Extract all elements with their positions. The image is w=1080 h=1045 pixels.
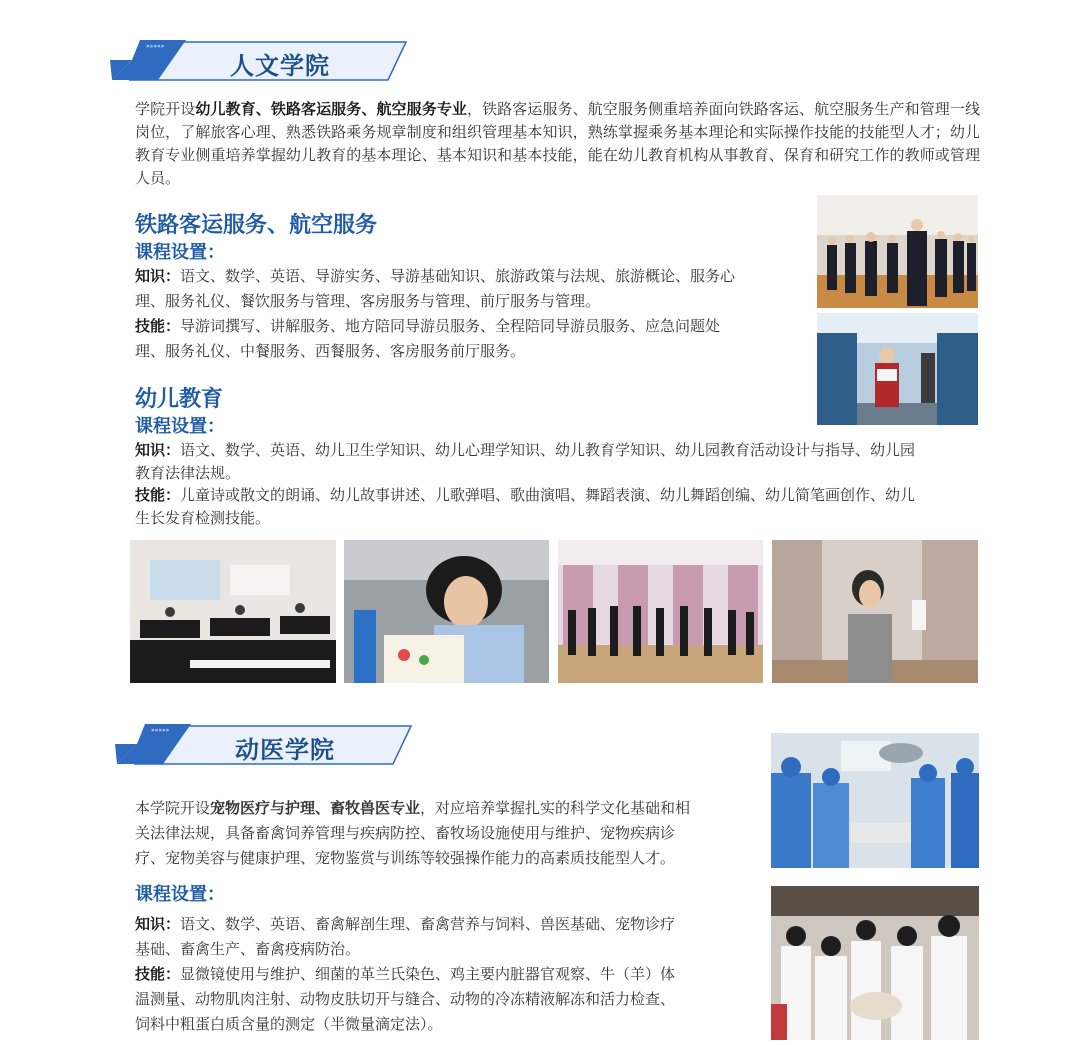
intro-text: 学院开设	[135, 100, 196, 118]
photo-piano-room	[130, 540, 336, 683]
photo-dance-class	[558, 540, 763, 683]
svg-text:»»»»»: »»»»»	[151, 727, 170, 734]
photo-vet-surgery	[771, 733, 979, 868]
photo-drawing-student	[344, 540, 549, 683]
skill-label: 技能：	[135, 317, 181, 335]
svg-text:»»»»»: »»»»»	[146, 43, 165, 50]
skill-line-vet-3: 饲料中粗蛋白质含量的测定（半微量滴定法）。	[135, 1015, 443, 1033]
vet-intro-line-3: 疗、宠物美容与健康护理、宠物鉴赏与训练等较强操作能力的高素质技能型人才。	[135, 849, 676, 867]
skill-label: 技能：	[135, 486, 181, 504]
intro-text: 本学院开设	[135, 799, 211, 817]
knowledge-line-preschool	[135, 438, 915, 462]
knowledge-label: 知识：	[135, 441, 181, 459]
section-banner-humanities	[110, 40, 410, 84]
knowledge-line-preschool-2: 教育法律法规。	[135, 464, 241, 482]
knowledge-text: 语文、数学、英语、畜禽解剖生理、畜禽营养与饲料、兽医基础、宠物诊疗	[180, 915, 676, 933]
course-heading: 课程设置：	[135, 242, 225, 263]
section-title: 人文学院	[230, 52, 330, 80]
skill-text: 儿童诗或散文的朗诵、幼儿故事讲述、儿歌弹唱、歌曲演唱、舞蹈表演、幼儿舞蹈创编、幼儿简笔画创作、幼儿	[180, 486, 916, 504]
knowledge-line-vet	[135, 912, 675, 936]
intro-text-rest: ，铁路客运服务、航空服务侧重培养面向铁路客运、航空服务生产和管理一线岗位，了解旅客心理、熟悉铁路乘务规章制度和组织管理基本知识，熟练掌握乘务基本理论和实际操作技能的技能型人才；幼儿教育专业侧重培养掌握幼儿教育的基本理论、基本知识和基本技能，能在幼儿教育机构从事教育、保育和研究工作的教师或管理人员。	[135, 100, 980, 187]
knowledge-label: 知识：	[135, 915, 181, 933]
skill-line-vet	[135, 962, 675, 986]
skill-line-2: 理、服务礼仪、中餐服务、西餐服务、客房服务前厅服务。	[135, 342, 526, 360]
section-banner-veterinary	[115, 724, 415, 768]
skill-line-vet-2: 温测量、动物肌肉注射、动物皮肤切开与缝合、动物的冷冻精液解冻和活力检查、	[135, 990, 676, 1008]
intro-text-rest: ，对应培养掌握扎实的科学文化基础和相	[420, 799, 691, 817]
vet-intro-line-1	[135, 796, 690, 820]
skill-label: 技能：	[135, 965, 181, 983]
skill-text: 导游词撰写、讲解服务、地方陪同导游员服务、全程陪同导游员服务、应急问题处	[180, 317, 721, 335]
knowledge-line	[135, 264, 735, 288]
major-title-preschool: 幼儿教育	[135, 387, 224, 412]
major-title-railway: 铁路客运服务、航空服务	[135, 213, 378, 238]
section-title: 动医学院	[235, 736, 335, 764]
photo-railway-students	[817, 195, 978, 308]
photo-vet-lab-class	[771, 886, 979, 1040]
photo-cabin-service	[817, 313, 978, 425]
knowledge-line-2: 理、服务礼仪、餐饮服务与管理、客房服务与管理、前厅服务与管理。	[135, 292, 601, 310]
knowledge-text: 语文、数学、英语、幼儿卫生学知识、幼儿心理学知识、幼儿教育学知识、幼儿园教育活动设计与指导、幼儿园	[180, 441, 916, 459]
photo-teacher-presenting	[772, 540, 978, 683]
knowledge-line-vet-2: 基础、畜禽生产、畜禽疫病防治。	[135, 940, 361, 958]
intro-majors: 幼儿教育、铁路客运服务、航空服务专业	[195, 100, 467, 118]
skill-line-preschool	[135, 483, 915, 507]
course-heading-2: 课程设置：	[135, 416, 225, 437]
skill-line-preschool-2: 生长发育检测技能。	[135, 509, 271, 527]
intro-majors: 宠物医疗与护理、畜牧兽医专业	[210, 799, 421, 817]
knowledge-text: 语文、数学、英语、导游实务、导游基础知识、旅游政策与法规、旅游概论、服务心	[180, 267, 736, 285]
skill-line	[135, 314, 720, 338]
vet-intro-line-2: 关法律法规，具备畜禽饲养管理与疾病防控、畜牧场设施使用与维护、宠物疾病诊	[135, 824, 676, 842]
skill-text: 显微镜使用与维护、细菌的革兰氏染色、鸡主要内脏器官观察、牛（羊）体	[180, 965, 676, 983]
knowledge-label: 知识：	[135, 267, 181, 285]
section-intro	[135, 98, 980, 190]
course-heading-vet: 课程设置：	[135, 884, 225, 905]
